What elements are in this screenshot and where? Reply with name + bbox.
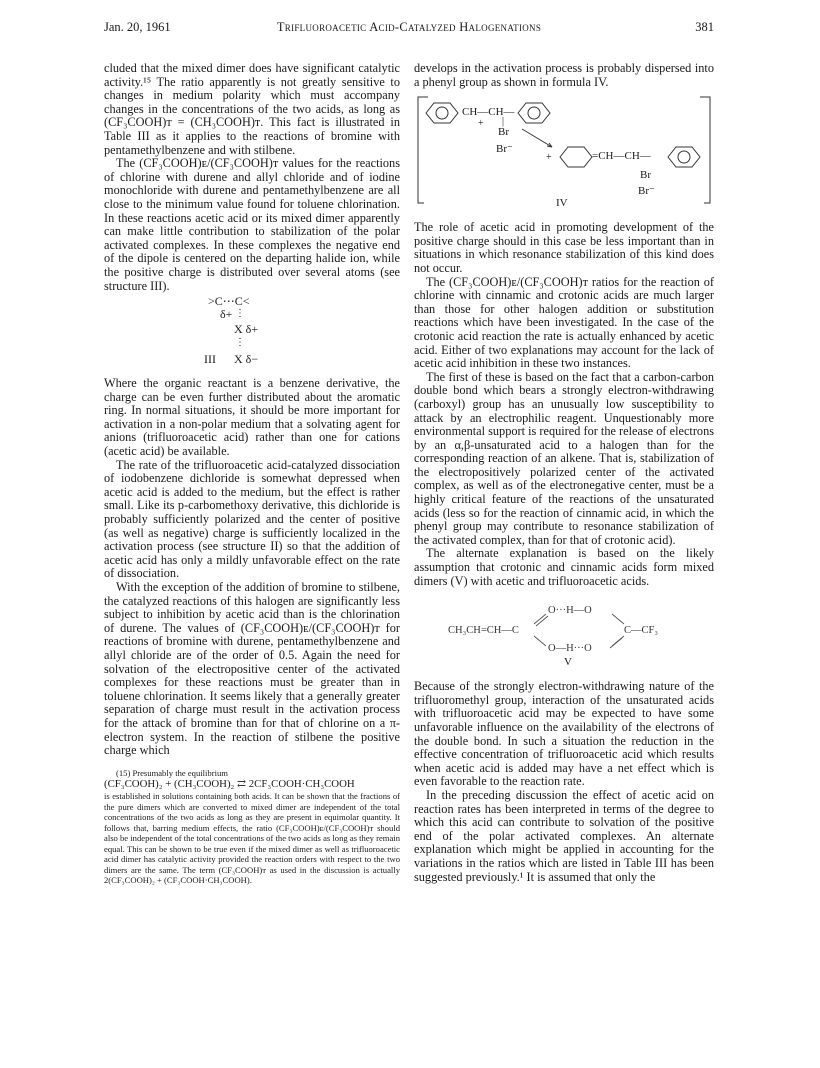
formula-iv-br-right: Br xyxy=(640,169,651,182)
formula-iv-label: IV xyxy=(556,197,568,210)
structure-iii-label: III xyxy=(204,352,216,367)
paragraph: The (CF₃COOH)ᴇ/(CF₃COOH)ᴛ ratios for the reaction of chlorine with cinnamic and crotonic acids are much larger than those for other halogen addition or substitution reactions which have been investigated. In the case of the crotonic acid reaction the rate is actually enhanced by acetic acid. Either of two explanations may account for the lack of acetic acid inhibition in these two instances. xyxy=(414,274,714,371)
paragraph: With the exception of the addition of bromine to stilbene, the catalyzed reactions of this halogen are significantly less subject to inhibition by acetic acid than is the chlorination of durene. The values of (CF₃COOH)ᴇ/(CF₃COOH)ᴛ for reactions of bromine with durene, pentamethylbenzene and allyl chloride are of the order of 0.5. Again the need for solvation of the electropositive center of the activated complexes for these reactions must be greater than in toluene chlorination. It seems likely that a generally greater separation of charge must result in the activation process for the attack of bromine than for that of chlorine on a π-electron system. In the reaction of stilbene the positive charge which xyxy=(104,580,400,758)
benzene-ring-icon xyxy=(668,147,700,167)
paragraph: The first of these is based on the fact that a carbon-carbon double bond which bears a strongly electron-withdrawing (carboxyl) group has an unusually low susceptibility to attack by an electrophilic reagent. Unquestionably more environmental support is required for the release of electrons by an α,β-unsaturated acid to a halogen than for the corresponding reaction of an alkene. That is, stabilization of the electropositively polarized center of the activated complex, as well as of the electronegative center, must be a highly critical feature of the reactions of the unsaturated acids (less so for the reaction of cinnamic acid, in which the phenyl group may contribute to resonance stabilization of the activated complex, than for that of crotonic acid). xyxy=(414,369,714,547)
left-column xyxy=(104,62,400,886)
paragraph: develops in the activation process is probably dispersed into a phenyl group as shown in formula IV. xyxy=(414,61,714,89)
benzene-ring-icon xyxy=(518,103,550,123)
formula-v-label: V xyxy=(564,656,572,669)
header-date: Jan. 20, 1961 xyxy=(104,20,171,34)
structure-iii-delta-plus: δ+ xyxy=(220,307,233,322)
formula-v xyxy=(414,596,714,670)
formula-iv-plus-top: + xyxy=(478,118,484,130)
paragraph: The (CF₃COOH)ᴇ/(CF₃COOH)ᴛ values for the reactions of chlorine with durene and allyl chloride and of iodine monochloride with durene and pentamethylbenzene are all close to the minimum value found for toluene chlorination. In these reactions acetic acid or its mixed dimer apparently can make little contribution to stabilization of the polar activated complexes. In these complexes the negative end of the dipole is centered on the departing halide ion, while the positive charge is distributed over several atoms (see structure III). xyxy=(104,156,400,293)
structure-iii-bond: >C⋯C< xyxy=(208,294,250,309)
footnote-equation: (CF₃COOH)₂ + (CH₃COOH)₂ ⇄ 2CF₃COOH·CH₃COOH xyxy=(104,778,355,791)
structure-iii-x-minus: X δ− xyxy=(234,352,259,367)
formula-v-right-group: C—CF₃ xyxy=(624,625,659,637)
paragraph: The rate of the trifluoroacetic acid-catalyzed dissociation of iodobenzene dichloride is somewhat depressed when acetic acid is added to the medium, but the effect is rather small. Like its p-carbomethoxy derivative, this dichloride is probably sufficiently polarized and the center of positive (as well as negative) charge is sufficiently localized in the activation process (see structure II) so that the addition of acetic acid has only a mildly unfavorable effect on the rate of dissociation. xyxy=(104,457,400,581)
formula-v-left-group: CH₃CH=CH—C xyxy=(448,625,519,637)
paragraph: Where the organic reactant is a benzene derivative, the charge can be even further distributed about the aromatic ring. In normal situations, it should be more important for activation in a non-polar medium that a solvating agent for anions (trifluoroacetic acid) rather than one for cations (acetic acid) be available. xyxy=(104,376,400,459)
formula-iv-br-minus-left: Br⁻ xyxy=(496,143,513,156)
paragraph: In the preceding discussion the effect of acetic acid on reaction rates has been interpreted in terms of the degree to which this acid can contribute to solvation of the positive end of the polar activated complexes. An alternate explanation which might be applied in accounting for the variations in the ratios which are listed in Table III has been suggested previously.¹ It is assumed that only the xyxy=(414,787,714,884)
benzene-ring-icon xyxy=(426,103,458,123)
footnote-head: (15) Presumably the equilibrium xyxy=(116,767,228,778)
structure-iii-dots: ⋮ xyxy=(235,308,245,320)
footnote-body: is established in solutions containing both acids. It can be shown that the fractions of the pure dimers which are converted to mixed dimer are independent of the total concentrations of the two acids as long as they are present in equimolar quantity. It follows that, barring medium effects, the ratio (CF₃COOH)ᴇ/(CF₃COOH)ᴛ should also be independent of the total concentrations of the two acids as long as they remain equal. This can be shown to be true even if the mixed dimer as well as trifluoroacetic acid dimer has catalytic activity provided the reaction orders with respect to the two dimers are the same. The term (CF₃COOH)ᴛ as used in the discussion is actually 2(CF₃COOH)₂ + (CF₃COOH·CH₃COOH). xyxy=(104,791,400,886)
benzene-ring-icon xyxy=(560,147,592,167)
structure-iii-x-plus: X δ+ xyxy=(234,322,259,337)
paragraph: The role of acetic acid in promoting development of the positive charge should in this case be less important than in situations in which resonance stabilization of this kind does not occur. xyxy=(414,220,714,275)
structure-iii-dots: ⋮ xyxy=(235,337,245,349)
structure-iii xyxy=(104,293,400,377)
formula-iv-plus-right: + xyxy=(546,152,552,164)
paragraph: The alternate explanation is based on the likely assumption that crotonic and cinnamic acids form mixed dimers (V) with acetic and trifluoroacetic acids. xyxy=(414,546,714,588)
formula-iv-chain-right: =CH—CH— xyxy=(592,150,651,163)
paragraph: Because of the strongly electron-withdrawing nature of the trifluoromethyl group, interaction of the unsaturated acids with trifluoroacetic acid may be expected to have some unfavorable influence on the availability of the electrons of the double bond. In such a situation the reduction in the effective concentration of trifluoroacetic acid which results when acetic acid is added may have a net effect which is even favorable to the reaction rate. xyxy=(414,679,714,789)
formula-iv-drawing xyxy=(414,95,714,213)
formula-iv-chain-top: CH—CH— xyxy=(462,106,515,119)
formula-iv xyxy=(414,95,714,213)
formula-v-top-bond: O···H—O xyxy=(548,605,592,617)
formula-v-bottom-bond: O—H···O xyxy=(548,643,592,655)
paragraph: cluded that the mixed dimer does have significant catalytic activity.¹⁵ The ratio apparently is not greatly sensitive to changes in medium polarity which must accompany changes in the concentrations of the two acids, as long as (CF₃COOH)ᴛ = (CH₃COOH)ᴛ. This fact is illustrated in Table III as it applies to the reactions of bromine with pentamethylbenzene and with stilbene. xyxy=(104,61,400,157)
formula-iv-br-top: Br xyxy=(498,126,509,139)
header-title: Trifluoroacetic Acid-Catalyzed Halogenations xyxy=(276,20,542,34)
page-number: 381 xyxy=(695,20,714,34)
footnote-15 xyxy=(104,768,400,886)
formula-iv-dash: | xyxy=(502,116,505,128)
right-column xyxy=(414,62,714,884)
running-header xyxy=(104,20,714,38)
formula-iv-br-minus-right: Br⁻ xyxy=(638,185,655,198)
